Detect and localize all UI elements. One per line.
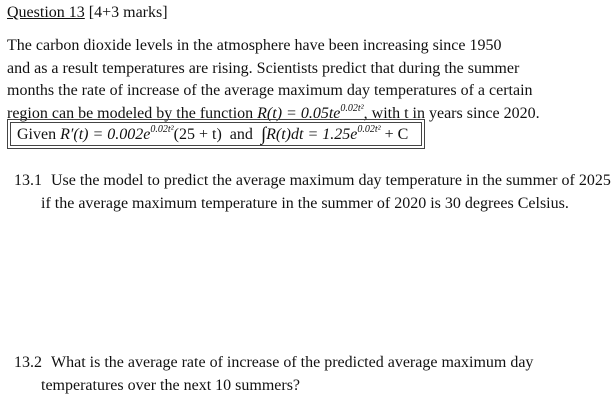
- intro-line-4-post: , with t in years since 2020.: [363, 104, 540, 122]
- intro-line-4-pre: region can be modeled by the function: [7, 104, 258, 122]
- question-number: Question 13: [7, 4, 85, 21]
- integral-sign: ∫: [260, 124, 267, 145]
- derivative-expression: R′(t) = 0.002e: [60, 126, 151, 143]
- integral-exponent: 0.02t²: [357, 124, 381, 135]
- intro-line-3: months the rate of increase of the average maximum day temperatures of a certain: [7, 82, 533, 99]
- given-and: and: [221, 126, 261, 143]
- intro-line-1: The carbon dioxide levels in the atmosphere have been increasing since 1950: [7, 37, 502, 54]
- model-function: R(t) = 0.05te: [257, 104, 341, 122]
- subquestion-text-line-1: Use the model to predict the average maximum day temperature in the summer of 2025: [51, 172, 611, 189]
- question-marks: [4+3 marks]: [88, 4, 168, 21]
- model-function-exponent: 0.02t²: [340, 102, 364, 114]
- derivative-factor: (25 + t): [173, 126, 222, 143]
- given-box-inner: [10, 122, 422, 146]
- intro-line-2: and as a result temperatures are rising. Scientists predict that during the summer: [7, 59, 520, 77]
- subquestion-text-line-1: What is the average rate of increase of the predicted average maximum day: [51, 354, 534, 371]
- subquestion-text-line-2: temperatures over the next 10 summers?: [41, 376, 301, 394]
- given-label: Given: [17, 126, 61, 143]
- integral-constant: + C: [380, 126, 409, 143]
- subquestion-number: 13.2: [14, 354, 42, 371]
- derivative-exponent: 0.02t²: [150, 124, 174, 135]
- question-intro: [7, 35, 607, 127]
- subquestion-text-line-2: if the average maximum temperature in the summer of 2020 is 30 degrees Celsius.: [41, 194, 569, 212]
- subquestion-number: 13.1: [14, 172, 42, 189]
- given-box: [7, 119, 425, 149]
- question-heading: [7, 3, 168, 23]
- integral-expression: R(t)dt = 1.25e: [266, 126, 358, 143]
